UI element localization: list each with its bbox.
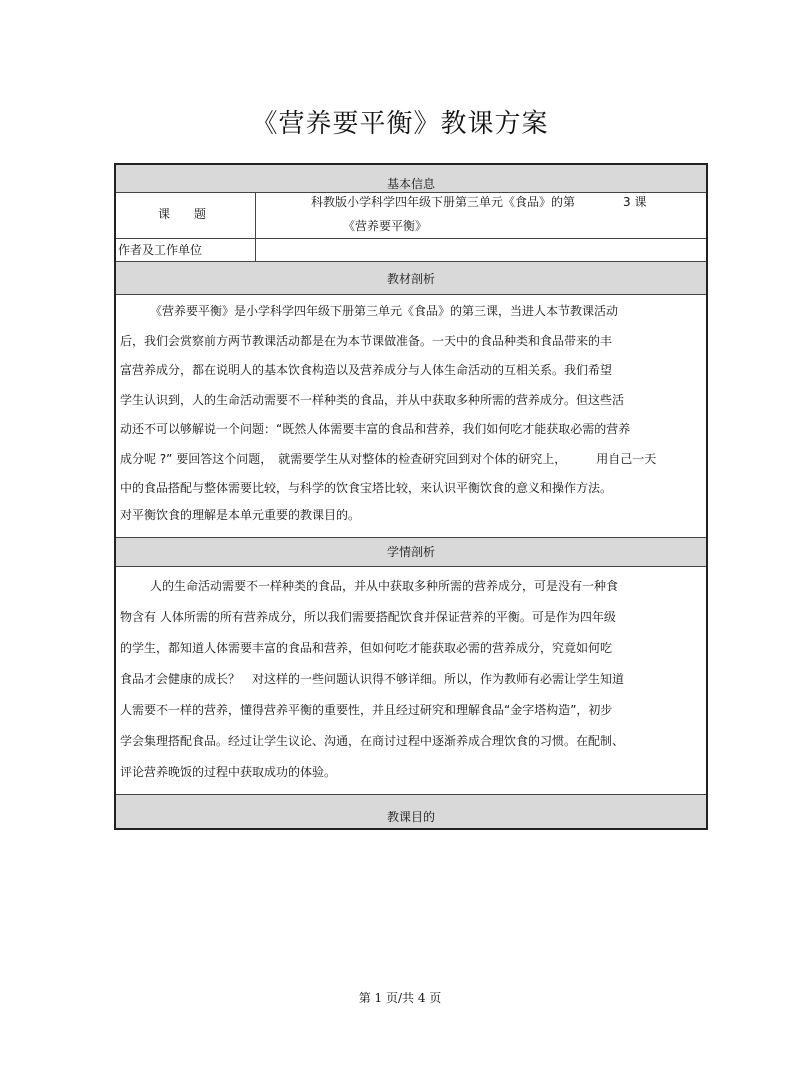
- material-analysis-header-text: 教材剖析: [386, 272, 435, 286]
- topic-label: 课 题: [116, 193, 256, 238]
- learner-line: 食品才会健康的成长？ 对这样的一些问题认识得不够详细。所以，作为教师有必需让学生知道: [120, 672, 625, 686]
- topic-value: [256, 193, 706, 238]
- learner-line: 学会集理搭配食品。经过让学生议论、沟通，在商讨过程中逐渐养成合理饮食的习惯。在配制、: [120, 734, 625, 748]
- material-line: 动还不可以够解说一个问题：“既然人体需要丰富的食品和营养，我们如何吃才能获取必需的营养: [120, 422, 631, 436]
- topic-lesson-number: 3 课: [623, 195, 647, 209]
- topic-row: [116, 193, 706, 239]
- learner-line: 人的生命活动需要不一样种类的食品，并从中获取多种所需的营养成分，可是没有一种食: [150, 579, 619, 593]
- author-label: 作者及工作单位: [116, 239, 256, 261]
- learner-line: 人需要不一样的营养，懂得营养平衡的重要性，并且经过研究和理解食品“金字塔构造”，初步: [120, 703, 613, 717]
- author-row: [116, 239, 706, 262]
- material-line: 富营养成分，都在说明人的基本饮食构造以及营养成分与人体生命活动的互相关系。我们希望: [120, 363, 613, 377]
- material-line: 后，我们会赏察前方两节教课活动都是在为本节课做准备。一天中的食品种类和食品带来的丰: [120, 333, 613, 348]
- material-line: 学生认识到，人的生命活动需要不一样种类的食品，并从中获取多种所需的营养成分。但这些活: [120, 392, 625, 407]
- topic-line-1: 科教版小学科学四年级下册第三单元《食品》的第: [311, 195, 576, 209]
- basic-info-header: [116, 165, 706, 193]
- material-line: 成分呢 ?” 要回答这个问题， 就需要学生从对整体的检查研究回到对个体的研究上， 用自己一天: [120, 451, 657, 466]
- page-footer: 第 1 页/共 4 页: [358, 991, 442, 1005]
- learner-analysis-header: [116, 538, 706, 567]
- learner-analysis-content: [116, 567, 706, 795]
- material-line: 《营养要平衡》是小学科学四年级下册第三单元《食品》的第三课，当进人本节教课活动: [150, 304, 619, 318]
- topic-line-2: 《营养要平衡》: [343, 219, 428, 233]
- lesson-plan-table: [114, 163, 708, 830]
- basic-info-header-text: 基本信息: [386, 177, 435, 191]
- teaching-objective-header-text: 教课目的: [386, 810, 435, 824]
- learner-line: 评论营养晚饭的过程中获取成功的体验。: [120, 765, 337, 779]
- material-analysis-content: [116, 295, 706, 538]
- material-analysis-header: [116, 262, 706, 295]
- teaching-objective-header: [116, 795, 706, 828]
- learner-line: 物含有 人体所需的所有营养成分，所以我们需要搭配饮食并保证营养的平衡。可是作为四年级: [120, 610, 616, 624]
- learner-analysis-header-text: 学情剖析: [386, 545, 435, 559]
- material-line: 中的食品搭配与整体需要比较，与科学的饮食宝塔比较，来认识平衡饮食的意义和操作方法。: [120, 481, 613, 495]
- document-title: 《营养要平衡》教课方案: [251, 109, 549, 139]
- material-line: 对平衡饮食的理解是本单元重要的教课目的。: [120, 507, 361, 522]
- author-value: [256, 239, 706, 261]
- learner-line: 的学生，都知道人体需要丰富的食品和营养，但如何吃才能获取必需的营养成分，究竟如何吃: [120, 641, 613, 655]
